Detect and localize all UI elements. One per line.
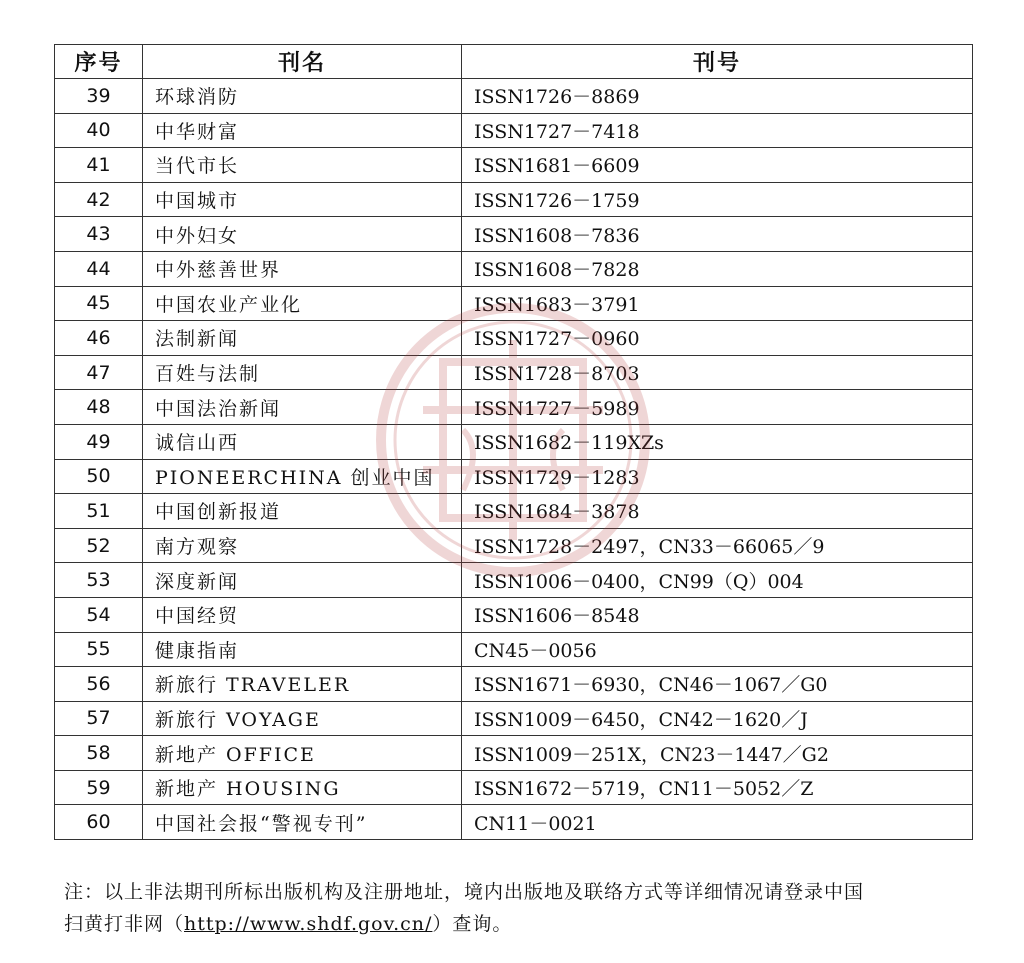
journal-name: 中国经贸 <box>143 597 462 632</box>
row-number: 53 <box>55 563 143 598</box>
table-row <box>55 597 973 632</box>
journal-name: 百姓与法制 <box>143 355 462 390</box>
row-number: 57 <box>55 701 143 736</box>
table-row <box>55 528 973 563</box>
row-number: 59 <box>55 770 143 805</box>
row-number: 45 <box>55 286 143 321</box>
journal-issn: ISSN1683－3791 <box>462 286 973 321</box>
journal-issn: ISSN1728－8703 <box>462 355 973 390</box>
journal-issn: CN45－0056 <box>462 632 973 667</box>
journal-table <box>54 44 973 840</box>
table-row <box>55 251 973 286</box>
journal-issn: CN11－0021 <box>462 805 973 840</box>
table-row <box>55 113 973 148</box>
journal-name: 中外妇女 <box>143 217 462 252</box>
table-row <box>55 494 973 529</box>
table-row <box>55 217 973 252</box>
table-row <box>55 770 973 805</box>
journal-issn: ISSN1727－7418 <box>462 113 973 148</box>
row-number: 55 <box>55 632 143 667</box>
table-row <box>55 355 973 390</box>
row-number: 60 <box>55 805 143 840</box>
footnote-prefix: 扫黄打非网（ <box>64 913 185 935</box>
row-number: 56 <box>55 667 143 702</box>
journal-issn: ISSN1728－2497，CN33－66065／9 <box>462 528 973 563</box>
table-row <box>55 424 973 459</box>
row-number: 52 <box>55 528 143 563</box>
journal-name: 中国城市 <box>143 182 462 217</box>
table-row <box>55 79 973 114</box>
journal-name: 法制新闻 <box>143 321 462 356</box>
journal-name: PIONEERCHINA 创业中国 <box>143 459 462 494</box>
table-row <box>55 736 973 771</box>
row-number: 48 <box>55 390 143 425</box>
shdf-website-link[interactable]: http://www.shdf.gov.cn/ <box>184 913 433 935</box>
row-number: 44 <box>55 251 143 286</box>
journal-issn: ISSN1681－6609 <box>462 148 973 183</box>
journal-issn: ISSN1671－6930，CN46－1067／G0 <box>462 667 973 702</box>
table-row <box>55 632 973 667</box>
header-journal-issn: 刊号 <box>462 45 973 79</box>
table-row <box>55 321 973 356</box>
journal-name: 中国创新报道 <box>143 494 462 529</box>
journal-issn: ISSN1727－0960 <box>462 321 973 356</box>
footnote-line-2 <box>64 908 984 940</box>
journal-issn: ISSN1726－8869 <box>462 79 973 114</box>
journal-issn: ISSN1608－7836 <box>462 217 973 252</box>
journal-name: 深度新闻 <box>143 563 462 598</box>
table-row <box>55 390 973 425</box>
table-row <box>55 459 973 494</box>
journal-issn: ISSN1009－251X，CN23－1447／G2 <box>462 736 973 771</box>
journal-issn: ISSN1006－0400，CN99（Q）004 <box>462 563 973 598</box>
row-number: 39 <box>55 79 143 114</box>
row-number: 54 <box>55 597 143 632</box>
journal-table-container <box>54 44 972 840</box>
row-number: 47 <box>55 355 143 390</box>
table-body <box>55 79 973 840</box>
table-row <box>55 563 973 598</box>
journal-issn: ISSN1608－7828 <box>462 251 973 286</box>
journal-name: 新地产 OFFICE <box>143 736 462 771</box>
row-number: 51 <box>55 494 143 529</box>
journal-name: 环球消防 <box>143 79 462 114</box>
journal-name: 健康指南 <box>143 632 462 667</box>
journal-issn: ISSN1672－5719，CN11－5052／Z <box>462 770 973 805</box>
header-number: 序号 <box>55 45 143 79</box>
table-header-row <box>55 45 973 79</box>
journal-name: 当代市长 <box>143 148 462 183</box>
row-number: 42 <box>55 182 143 217</box>
journal-name: 中外慈善世界 <box>143 251 462 286</box>
footnote-suffix: ）查询。 <box>432 913 513 935</box>
row-number: 41 <box>55 148 143 183</box>
journal-issn: ISSN1729－1283 <box>462 459 973 494</box>
journal-name: 中国社会报“警视专刊” <box>143 805 462 840</box>
table-row <box>55 667 973 702</box>
footnote-line-1: 注：以上非法期刊所标出版机构及注册地址，境内出版地及联络方式等详细情况请登录中国 <box>64 881 865 903</box>
row-number: 46 <box>55 321 143 356</box>
journal-name: 中华财富 <box>143 113 462 148</box>
table-row <box>55 805 973 840</box>
row-number: 49 <box>55 424 143 459</box>
journal-name: 诚信山西 <box>143 424 462 459</box>
journal-name: 中国农业产业化 <box>143 286 462 321</box>
journal-issn: ISSN1684－3878 <box>462 494 973 529</box>
journal-name: 中国法治新闻 <box>143 390 462 425</box>
table-row <box>55 182 973 217</box>
row-number: 50 <box>55 459 143 494</box>
footnote <box>64 876 984 940</box>
journal-name: 新旅行 VOYAGE <box>143 701 462 736</box>
table-row <box>55 701 973 736</box>
row-number: 58 <box>55 736 143 771</box>
journal-issn: ISSN1009－6450，CN42－1620／J <box>462 701 973 736</box>
journal-name: 新地产 HOUSING <box>143 770 462 805</box>
journal-issn: ISSN1727－5989 <box>462 390 973 425</box>
row-number: 43 <box>55 217 143 252</box>
journal-name: 新旅行 TRAVELER <box>143 667 462 702</box>
journal-name: 南方观察 <box>143 528 462 563</box>
header-journal-name: 刊名 <box>143 45 462 79</box>
journal-issn: ISSN1726－1759 <box>462 182 973 217</box>
journal-issn: ISSN1606－8548 <box>462 597 973 632</box>
row-number: 40 <box>55 113 143 148</box>
journal-issn: ISSN1682－119XZs <box>462 424 973 459</box>
table-row <box>55 148 973 183</box>
table-row <box>55 286 973 321</box>
